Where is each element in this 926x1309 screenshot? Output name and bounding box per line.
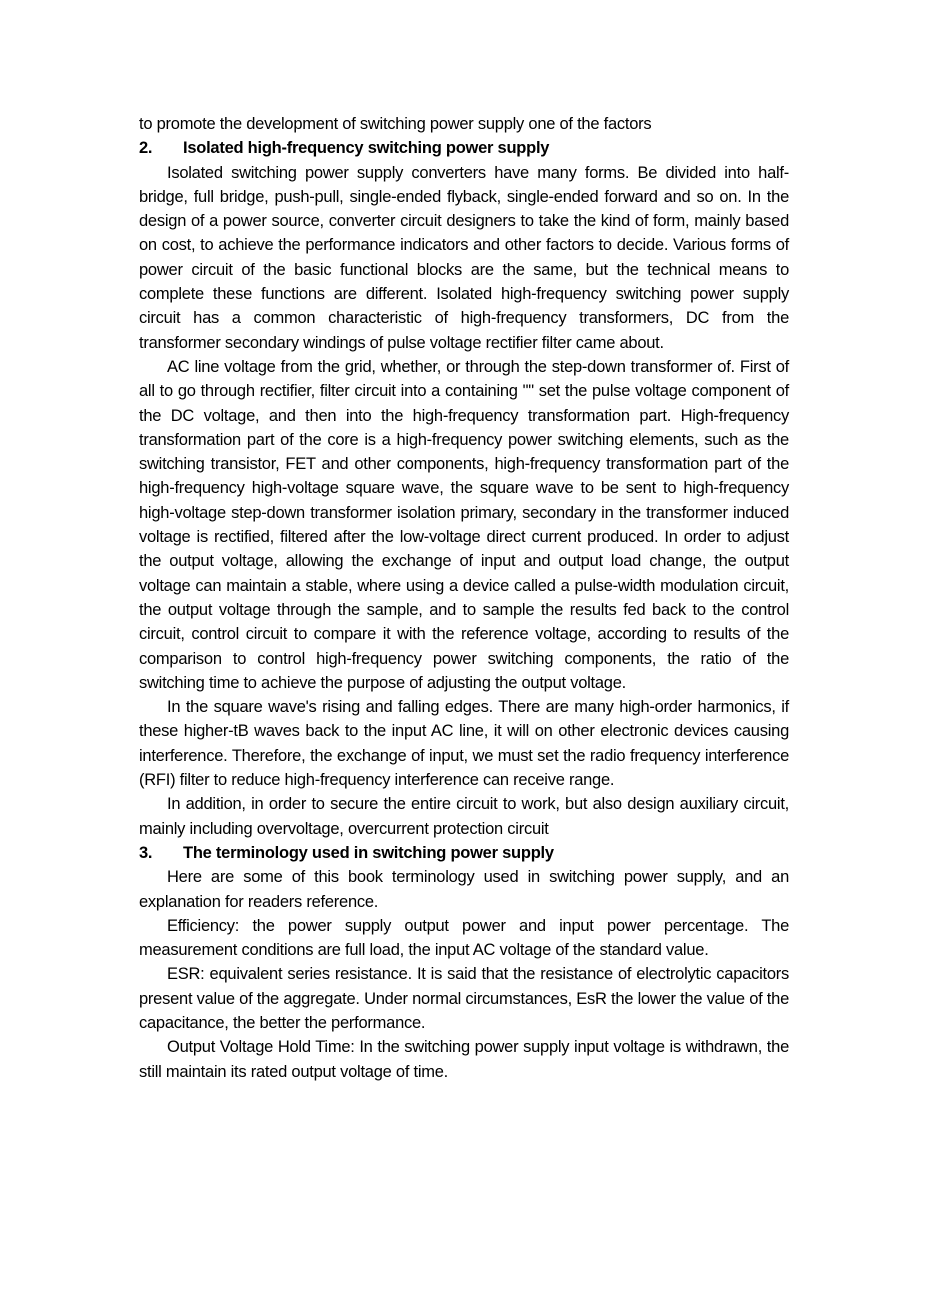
paragraph: Here are some of this book terminology used in switching power supply, and an explanation for readers reference.: [139, 868, 789, 911]
paragraph: ESR: equivalent series resistance. It is said that the resistance of electrolytic capacitors present value of the aggregate. Under normal circumstances, EsR the lower the value of the capacitance, the better the performance.: [139, 965, 789, 1032]
section-heading-title: Isolated high-frequency switching power supply: [183, 139, 550, 158]
paragraph: Efficiency: the power supply output power and input power percentage. The measurement conditions are full load, the input AC voltage of the standard value.: [139, 916, 789, 960]
section-heading-number: 2.: [139, 139, 153, 158]
section-heading-3: [139, 841, 789, 865]
section-heading-title: The terminology used in switching power supply: [183, 843, 554, 862]
paragraph: In addition, in order to secure the entire circuit to work, but also design auxiliary circuit, mainly including overvoltage, overcurrent protection circuit: [139, 795, 789, 838]
section-heading-number: 3.: [139, 843, 153, 862]
page-text-column: [139, 112, 789, 1084]
continuation-line: to promote the development of switching power supply one of the factors: [139, 115, 652, 133]
section-heading-2: [139, 136, 789, 160]
paragraph: Isolated switching power supply converters have many forms. Be divided into half-bridge, full bridge, push-pull, single-ended flyback, single-ended forward and so on. In the design of a power source, converter circuit designers to take the kind of form, mainly based on cost, to achieve the performance indicators and other factors to decide. Various forms of power circuit of the basic functional blocks are the same, but the technical means to complete these functions are different. Isolated high-frequency switching power supply circuit has a common characteristic of high-frequency transformers, DC from the transformer secondary windings of pulse voltage rectifier filter came about.: [139, 163, 789, 352]
paragraph: AC line voltage from the grid, whether, or through the step-down transformer of. First of all to go through rectifier, filter circuit into a containing "" set the pulse voltage component of the DC voltage, and then into the high-frequency transformation part. High-frequency transformation part of the core is a high-frequency power switching elements, such as the switching transistor, FET and other components, high-frequency transformation part of the high-frequency high-voltage square wave, the square wave to be sent to high-frequency high-voltage step-down transformer isolation primary, secondary in the transformer induced voltage is rectified, filtered after the low-voltage direct current produced. In order to adjust the output voltage, allowing the exchange of input and output load change, the output voltage can maintain a stable, where using a device called a pulse-width modulation circuit, the output voltage through the sample, and to sample the results fed back to the control circuit, control circuit to compare it with the reference voltage, according to results of the comparison to control high-frequency power switching components, the ratio of the switching time to achieve the purpose of adjusting the output voltage.: [139, 357, 789, 692]
paragraph: In the square wave's rising and falling edges. There are many high-order harmonics, if these higher-tB waves back to the input AC line, it will on other electronic devices causing interference. Therefore, the exchange of input, we must set the radio frequency interference (RFI) filter to reduce high-frequency interference can receive range.: [139, 698, 789, 790]
paragraph: Output Voltage Hold Time: In the switching power supply input voltage is withdrawn, the still maintain its rated output voltage of time.: [139, 1038, 789, 1081]
